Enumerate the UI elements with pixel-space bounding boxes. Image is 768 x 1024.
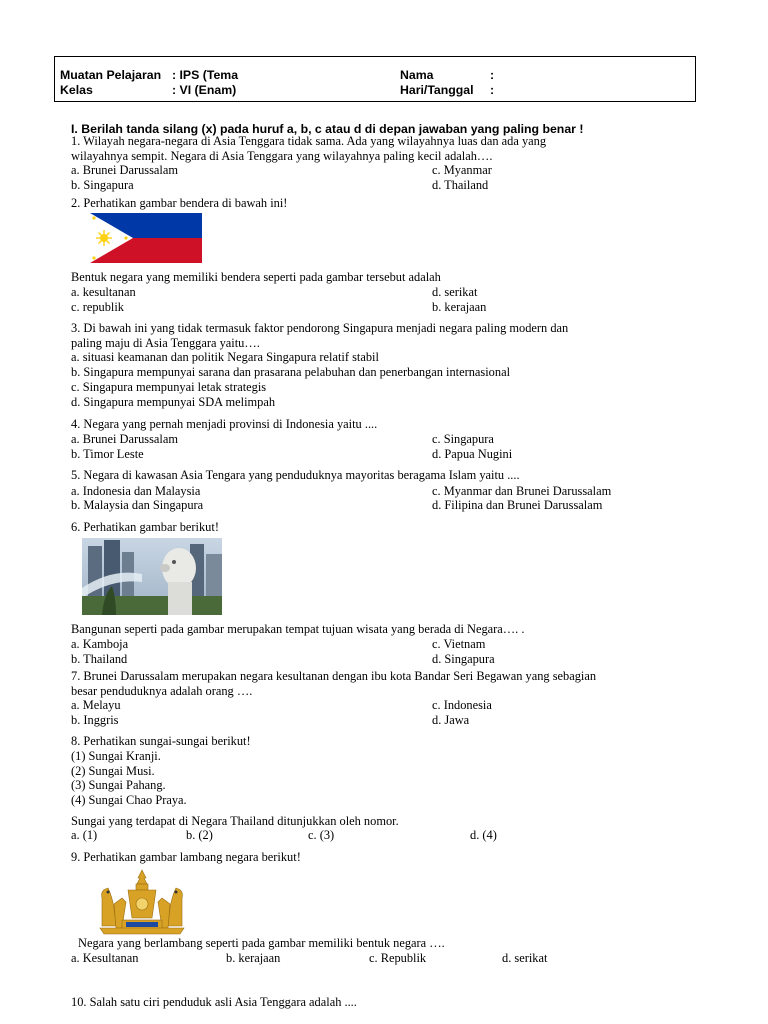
q8-option-b[interactable]: b. (2) xyxy=(186,828,213,842)
q3-option-a[interactable]: a. situasi keamanan dan politik Negara Singapura relatif stabil xyxy=(71,350,379,364)
q7-option-c[interactable]: c. Indonesia xyxy=(432,698,492,712)
q8-option-c[interactable]: c. (3) xyxy=(308,828,335,842)
q3-text-line2: paling maju di Asia Tenggara yaitu…. xyxy=(71,336,260,350)
q9-text-line2: Negara yang berlambang seperti pada gambar memiliki bentuk negara …. xyxy=(78,936,445,950)
subject-label: Muatan Pelajaran xyxy=(60,68,162,82)
q6-option-b[interactable]: b. Thailand xyxy=(71,652,128,666)
q1-text-line1: 1. Wilayah negara-negara di Asia Tenggara tidak sama. Ada yang wilayahnya luas dan ada yang xyxy=(71,134,547,148)
q5-option-a[interactable]: a. Indonesia dan Malaysia xyxy=(71,484,201,498)
q6-option-c[interactable]: c. Vietnam xyxy=(432,637,486,651)
merlion-photo-image xyxy=(82,538,222,615)
q9-option-c[interactable]: c. Republik xyxy=(369,951,427,965)
q8-river-item: (2) Sungai Musi. xyxy=(71,764,155,778)
class-label: Kelas xyxy=(60,83,93,97)
date-label: Hari/Tanggal xyxy=(400,83,474,97)
q7-text-line1: 7. Brunei Darussalam merupakan negara kesultanan dengan ibu kota Bandar Seri Begawan yang sebagian xyxy=(71,669,597,683)
q2-option-d[interactable]: d. serikat xyxy=(432,285,478,299)
q3-option-b[interactable]: b. Singapura mempunyai sarana dan prasarana pelabuhan dan penerbangan internasional xyxy=(71,365,511,379)
q6-text-line1: 6. Perhatikan gambar berikut! xyxy=(71,520,219,534)
q2-option-c[interactable]: c. republik xyxy=(71,300,124,314)
q8-river-item: (3) Sungai Pahang. xyxy=(71,778,166,792)
date-colon: : xyxy=(490,83,495,97)
subject-value: : IPS (Tema xyxy=(172,68,239,82)
name-colon: : xyxy=(490,68,495,82)
philippines-flag-image xyxy=(90,213,202,263)
q8-option-d[interactable]: d. (4) xyxy=(470,828,497,842)
q4-option-b[interactable]: b. Timor Leste xyxy=(71,447,144,461)
q10-text-line1: 10. Salah satu ciri penduduk asli Asia Tenggara adalah .... xyxy=(71,995,357,1009)
q5-option-c[interactable]: c. Myanmar dan Brunei Darussalam xyxy=(432,484,612,498)
name-label: Nama xyxy=(400,68,434,82)
q4-option-c[interactable]: c. Singapura xyxy=(432,432,494,446)
q4-text-line1: 4. Negara yang pernah menjadi provinsi di Indonesia yaitu .... xyxy=(71,417,378,431)
q6-option-d[interactable]: d. Singapura xyxy=(432,652,495,666)
section-title: I. Berilah tanda silang (x) pada huruf a, b, c atau d di depan jawaban yang paling benar ! xyxy=(71,122,584,136)
q3-option-d[interactable]: d. Singapura mempunyai SDA melimpah xyxy=(71,395,276,409)
q1-option-d[interactable]: d. Thailand xyxy=(432,178,489,192)
q5-option-d[interactable]: d. Filipina dan Brunei Darussalam xyxy=(432,498,603,512)
q7-option-d[interactable]: d. Jawa xyxy=(432,713,470,727)
q9-option-a[interactable]: a. Kesultanan xyxy=(71,951,139,965)
q3-text-line1: 3. Di bawah ini yang tidak termasuk faktor pendorong Singapura menjadi negara paling modern dan xyxy=(71,321,569,335)
q6-option-a[interactable]: a. Kamboja xyxy=(71,637,129,651)
q3-option-c[interactable]: c. Singapura mempunyai letak strategis xyxy=(71,380,267,394)
q7-option-b[interactable]: b. Inggris xyxy=(71,713,119,727)
q8-option-a[interactable]: a. (1) xyxy=(71,828,98,842)
q9-text-line1: 9. Perhatikan gambar lambang negara berikut! xyxy=(71,850,301,864)
q2-option-a[interactable]: a. kesultanan xyxy=(71,285,136,299)
q2-text-line2: Bentuk negara yang memiliki bendera seperti pada gambar tersebut adalah xyxy=(71,270,441,284)
q8-text-line2: Sungai yang terdapat di Negara Thailand ditunjukkan oleh nomor. xyxy=(71,814,399,828)
cambodia-emblem-image xyxy=(92,868,192,936)
q9-option-b[interactable]: b. kerajaan xyxy=(226,951,281,965)
q4-option-a[interactable]: a. Brunei Darussalam xyxy=(71,432,179,446)
q1-option-b[interactable]: b. Singapura xyxy=(71,178,134,192)
q7-option-a[interactable]: a. Melayu xyxy=(71,698,121,712)
q1-text-line2: wilayahnya sempit. Negara di Asia Tenggara yang wilayahnya paling kecil adalah…. xyxy=(71,149,493,163)
q2-text-line1: 2. Perhatikan gambar bendera di bawah ini! xyxy=(71,196,288,210)
q9-option-d[interactable]: d. serikat xyxy=(502,951,548,965)
q2-option-b[interactable]: b. kerajaan xyxy=(432,300,487,314)
q7-text-line2: besar penduduknya adalah orang …. xyxy=(71,684,253,698)
q5-text-line1: 5. Negara di kawasan Asia Tengara yang penduduknya mayoritas beragama Islam yaitu .... xyxy=(71,468,520,482)
q1-option-a[interactable]: a. Brunei Darussalam xyxy=(71,163,179,177)
q5-option-b[interactable]: b. Malaysia dan Singapura xyxy=(71,498,204,512)
q8-text-line1: 8. Perhatikan sungai-sungai berikut! xyxy=(71,734,251,748)
q4-option-d[interactable]: d. Papua Nugini xyxy=(432,447,513,461)
q1-option-c[interactable]: c. Myanmar xyxy=(432,163,492,177)
q8-river-item: (4) Sungai Chao Praya. xyxy=(71,793,187,807)
q8-river-item: (1) Sungai Kranji. xyxy=(71,749,161,763)
q6-text-line2: Bangunan seperti pada gambar merupakan tempat tujuan wisata yang berada di Negara…. . xyxy=(71,622,525,636)
class-value: : VI (Enam) xyxy=(172,83,237,97)
